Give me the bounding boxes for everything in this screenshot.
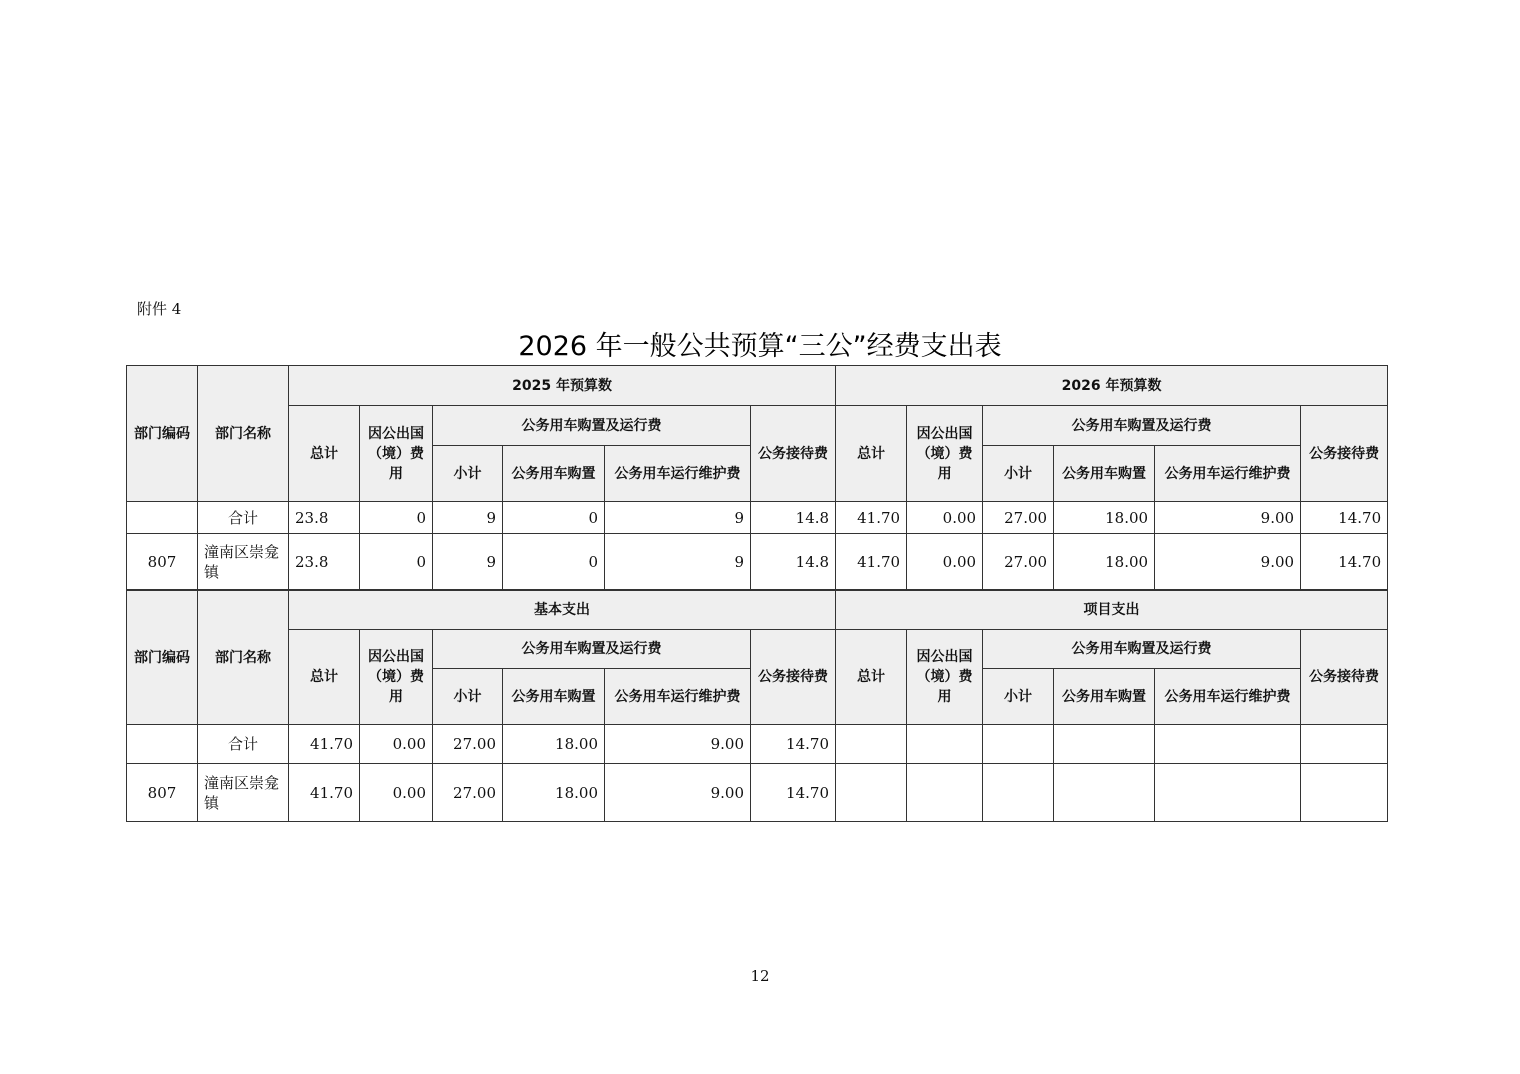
header-group-project: 项目支出: [836, 591, 1388, 630]
cell-value: 0: [503, 534, 605, 590]
header-group-2026: 2026 年预算数: [836, 366, 1388, 406]
header-vehicle-purchase: 公务用车购置: [1054, 446, 1155, 502]
header-group-basic: 基本支出: [289, 591, 836, 630]
cell-value: [983, 764, 1054, 822]
header-subtotal: 小计: [983, 446, 1054, 502]
cell-value: [1155, 725, 1301, 764]
header-vehicle-operation: 公务用车运行维护费: [1155, 446, 1301, 502]
header-overseas: 因公出国（境）费用: [360, 406, 433, 502]
header-dept-code: 部门编码: [127, 366, 198, 502]
cell-value: 0.00: [907, 534, 983, 590]
cell-value: 14.8: [751, 534, 836, 590]
header-reception: 公务接待费: [751, 406, 836, 502]
table-row: [127, 534, 1388, 590]
cell-value: [1054, 725, 1155, 764]
cell-value: 41.70: [289, 725, 360, 764]
header-vehicle-operation: 公务用车运行维护费: [605, 669, 751, 725]
header-vehicle-purchase: 公务用车购置: [1054, 669, 1155, 725]
cell-value: 14.70: [751, 725, 836, 764]
header-dept-code: 部门编码: [127, 591, 198, 725]
cell-value: 18.00: [503, 764, 605, 822]
header-vehicle-group: 公务用车购置及运行费: [983, 406, 1301, 446]
cell-value: [1054, 764, 1155, 822]
header-total: 总计: [289, 406, 360, 502]
header-total: 总计: [836, 630, 907, 725]
header-vehicle-purchase: 公务用车购置: [503, 446, 605, 502]
header-vehicle-group: 公务用车购置及运行费: [983, 630, 1301, 669]
cell-value: 14.70: [1301, 534, 1388, 590]
header-overseas: 因公出国（境）费用: [907, 630, 983, 725]
cell-value: 23.8: [289, 534, 360, 590]
cell-value: 14.70: [751, 764, 836, 822]
budget-table: [126, 365, 1388, 590]
header-reception: 公务接待费: [1301, 406, 1388, 502]
cell-dept-code: [127, 502, 198, 534]
cell-value: [1301, 764, 1388, 822]
cell-value: [983, 725, 1054, 764]
cell-value: 9.00: [1155, 502, 1301, 534]
cell-value: 41.70: [836, 502, 907, 534]
cell-value: 14.8: [751, 502, 836, 534]
header-group-2025: 2025 年预算数: [289, 366, 836, 406]
header-subtotal: 小计: [433, 669, 503, 725]
header-overseas: 因公出国（境）费用: [907, 406, 983, 502]
cell-dept-name: 潼南区崇龛镇: [198, 534, 289, 590]
header-vehicle-operation: 公务用车运行维护费: [1155, 669, 1301, 725]
annex-label: 附件 4: [137, 300, 182, 318]
header-vehicle-group: 公务用车购置及运行费: [433, 406, 751, 446]
cell-value: 9: [605, 534, 751, 590]
cell-value: 41.70: [289, 764, 360, 822]
cell-value: 18.00: [1054, 534, 1155, 590]
header-total: 总计: [289, 630, 360, 725]
page-number: 12: [750, 967, 770, 985]
expenditure-table: [126, 590, 1388, 822]
cell-value: 9: [433, 502, 503, 534]
cell-value: [836, 764, 907, 822]
cell-value: 9: [605, 502, 751, 534]
table-row: [127, 764, 1388, 822]
header-total: 总计: [836, 406, 907, 502]
table-row-total: [127, 502, 1388, 534]
cell-value: 0.00: [360, 764, 433, 822]
cell-value: 27.00: [433, 764, 503, 822]
cell-value: 18.00: [503, 725, 605, 764]
cell-value: 0: [360, 534, 433, 590]
cell-value: 27.00: [983, 502, 1054, 534]
cell-value: 0: [503, 502, 605, 534]
cell-value: [907, 725, 983, 764]
cell-dept-code: 807: [127, 534, 198, 590]
header-vehicle-purchase: 公务用车购置: [503, 669, 605, 725]
header-subtotal: 小计: [983, 669, 1054, 725]
header-reception: 公务接待费: [1301, 630, 1388, 725]
cell-value: 9.00: [605, 764, 751, 822]
cell-value: 14.70: [1301, 502, 1388, 534]
page-title: 2026 年一般公共预算“三公”经费支出表: [518, 331, 1002, 362]
cell-value: 41.70: [836, 534, 907, 590]
cell-value: [836, 725, 907, 764]
cell-value: 9: [433, 534, 503, 590]
cell-value: 9.00: [605, 725, 751, 764]
cell-dept-code: [127, 725, 198, 764]
cell-dept-code: 807: [127, 764, 198, 822]
table-row-total: [127, 725, 1388, 764]
header-dept-name: 部门名称: [198, 591, 289, 725]
cell-value: 0.00: [907, 502, 983, 534]
cell-value: 9.00: [1155, 534, 1301, 590]
cell-value: [1301, 725, 1388, 764]
header-overseas: 因公出国（境）费用: [360, 630, 433, 725]
header-dept-name: 部门名称: [198, 366, 289, 502]
cell-dept-name: 合计: [198, 725, 289, 764]
header-reception: 公务接待费: [751, 630, 836, 725]
cell-value: 18.00: [1054, 502, 1155, 534]
cell-value: 0.00: [360, 725, 433, 764]
cell-value: 0: [360, 502, 433, 534]
header-subtotal: 小计: [433, 446, 503, 502]
header-vehicle-group: 公务用车购置及运行费: [433, 630, 751, 669]
header-vehicle-operation: 公务用车运行维护费: [605, 446, 751, 502]
cell-value: 27.00: [983, 534, 1054, 590]
cell-value: [1155, 764, 1301, 822]
cell-value: [907, 764, 983, 822]
cell-dept-name: 潼南区崇龛镇: [198, 764, 289, 822]
cell-dept-name: 合计: [198, 502, 289, 534]
cell-value: 23.8: [289, 502, 360, 534]
cell-value: 27.00: [433, 725, 503, 764]
